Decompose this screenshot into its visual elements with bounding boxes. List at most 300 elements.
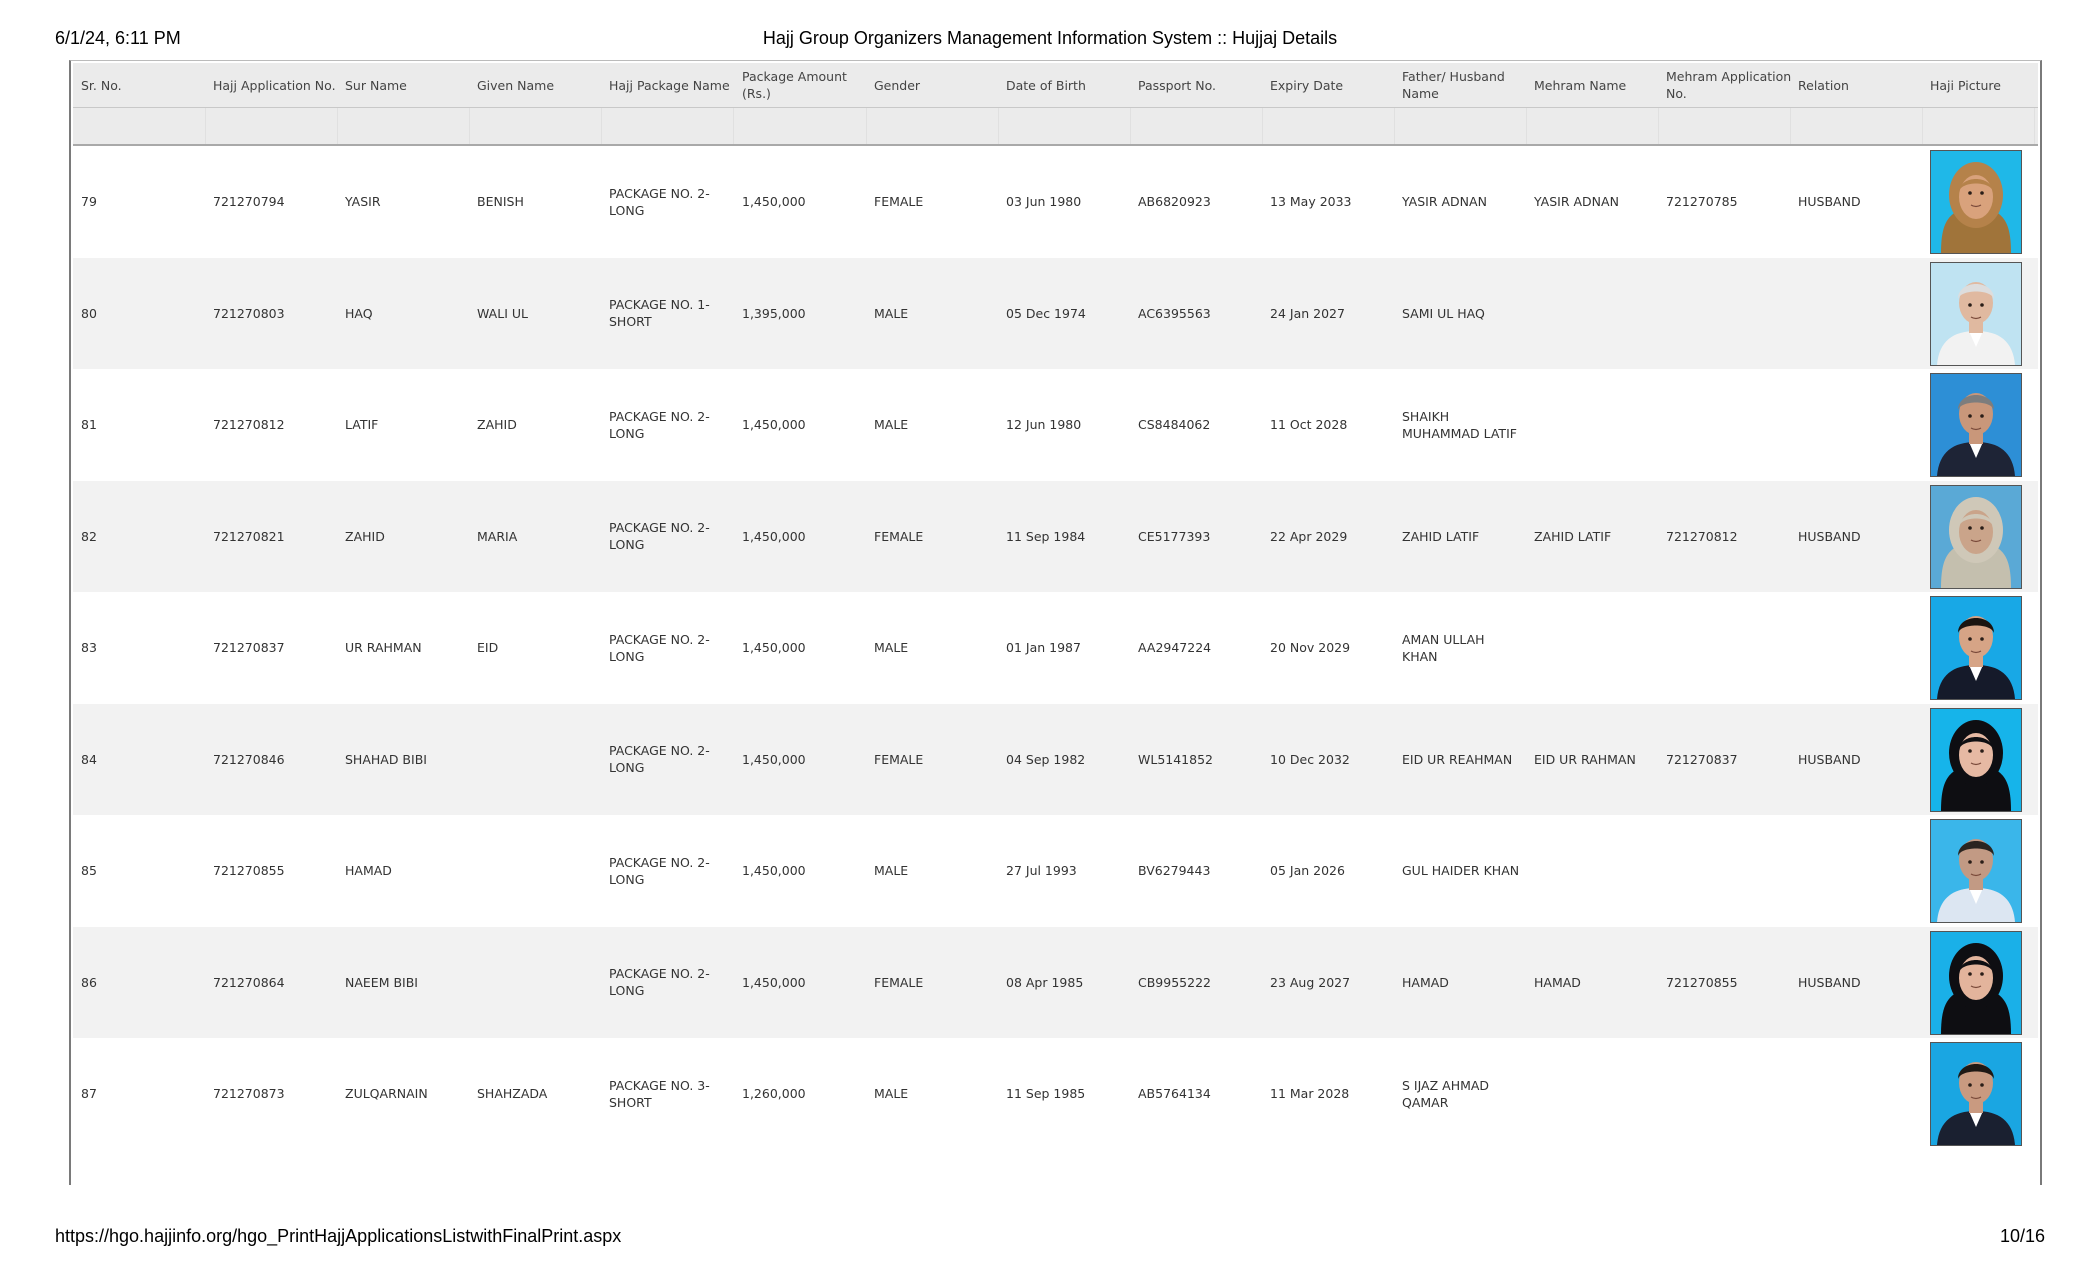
- cell-amount: [742, 258, 862, 370]
- cell-surname: [345, 704, 465, 816]
- cell-text: S IJAZ AHMAD QAMAR: [1402, 1077, 1490, 1110]
- cell-passport: [1138, 146, 1258, 258]
- cell-text: MALE: [874, 417, 909, 433]
- cell-package: [609, 592, 729, 704]
- cell-sr-no: [81, 1038, 201, 1150]
- table-row: [73, 592, 2038, 704]
- cell-text: 24 Jan 2027: [1270, 305, 1345, 321]
- cell-passport: [1138, 704, 1258, 816]
- cell-text: 10 Dec 2032: [1270, 751, 1350, 767]
- table-row: [73, 369, 2038, 481]
- column-header-package: [609, 63, 737, 107]
- cell-sr-no: [81, 704, 201, 816]
- cell-surname: [345, 927, 465, 1039]
- cell-given: [477, 1038, 597, 1150]
- cell-text: 721270855: [1666, 974, 1738, 990]
- cell-dob: [1006, 592, 1126, 704]
- table-row: [73, 927, 2038, 1039]
- cell-dob: [1006, 1038, 1126, 1150]
- cell-text: 08 Apr 1985: [1006, 974, 1084, 990]
- cell-gender: [874, 1038, 994, 1150]
- cell-expiry: [1270, 815, 1390, 927]
- cell-app-no: [213, 369, 333, 481]
- cell-expiry: [1270, 592, 1390, 704]
- cell-relation: [1798, 481, 1918, 593]
- cell-text: 721270873: [213, 1086, 285, 1102]
- cell-mehram: [1534, 258, 1654, 370]
- haji-picture: [1930, 596, 2022, 700]
- filter-cell-given: [469, 108, 602, 144]
- cell-dob: [1006, 258, 1126, 370]
- cell-app-no: [213, 927, 333, 1039]
- cell-text: HAMAD: [345, 863, 392, 879]
- column-header-mehram-app: [1666, 63, 1794, 107]
- cell-text: 1,450,000: [742, 194, 806, 210]
- cell-text: 721270864: [213, 974, 285, 990]
- cell-text: FEMALE: [874, 528, 924, 544]
- cell-text: YASIR ADNAN: [1534, 194, 1619, 210]
- column-header-label: Haji Picture: [1930, 77, 2001, 93]
- haji-picture: [1930, 708, 2022, 812]
- column-header-label: Date of Birth: [1006, 77, 1086, 93]
- cell-text: SHAHZADA: [477, 1086, 548, 1102]
- table-row: [73, 146, 2038, 258]
- column-header-father: [1402, 63, 1530, 107]
- cell-package: [609, 704, 729, 816]
- cell-text: BV6279443: [1138, 863, 1211, 879]
- cell-expiry: [1270, 258, 1390, 370]
- cell-text: WALI UL: [477, 305, 528, 321]
- cell-text: 721270846: [213, 751, 285, 767]
- column-header-relation: [1798, 63, 1926, 107]
- cell-text: 721270821: [213, 528, 285, 544]
- cell-text: HUSBAND: [1798, 194, 1861, 210]
- cell-text: MALE: [874, 863, 909, 879]
- cell-father: [1402, 146, 1522, 258]
- cell-relation: [1798, 815, 1918, 927]
- page-number: 10/16: [1999, 1226, 2045, 1246]
- cell-text: PACKAGE NO. 1-SHORT: [609, 297, 710, 330]
- cell-text: NAEEM BIBI: [345, 974, 418, 990]
- table-filter-row: [73, 108, 2038, 146]
- column-header-mehram: [1534, 63, 1662, 107]
- cell-app-no: [213, 258, 333, 370]
- cell-text: AC6395563: [1138, 305, 1211, 321]
- cell-text: HUSBAND: [1798, 974, 1861, 990]
- cell-text: 1,450,000: [742, 528, 806, 544]
- cell-text: 01 Jan 1987: [1006, 640, 1081, 656]
- cell-expiry: [1270, 704, 1390, 816]
- filter-cell-amount: [734, 108, 867, 144]
- cell-amount: [742, 815, 862, 927]
- cell-mehram-app: [1666, 815, 1786, 927]
- cell-text: AB6820923: [1138, 194, 1211, 210]
- cell-amount: [742, 146, 862, 258]
- filter-cell-expiry: [1262, 108, 1395, 144]
- cell-gender: [874, 927, 994, 1039]
- cell-sr-no: [81, 592, 201, 704]
- page-url: https://hgo.hajjinfo.org/hgo_PrintHajjApplicationsListwithFinalPrint.aspx: [55, 1226, 622, 1246]
- cell-gender: [874, 592, 994, 704]
- column-header-app-no: [213, 63, 341, 107]
- cell-text: 20 Nov 2029: [1270, 640, 1351, 656]
- cell-text: 23 Aug 2027: [1270, 974, 1351, 990]
- column-header-gender: [874, 63, 1002, 107]
- cell-text: 27 Jul 1993: [1006, 863, 1077, 879]
- haji-picture: [1930, 262, 2022, 366]
- cell-text: 1,450,000: [742, 751, 806, 767]
- column-header-label: Relation: [1798, 77, 1849, 93]
- column-header-label: Package Amount (Rs.): [742, 69, 847, 101]
- cell-text: PACKAGE NO. 2-LONG: [609, 854, 710, 887]
- cell-text: 1,450,000: [742, 640, 806, 656]
- cell-text: BENISH: [477, 194, 524, 210]
- cell-text: 721270812: [213, 417, 285, 433]
- filter-cell-relation: [1790, 108, 1923, 144]
- cell-mehram: [1534, 369, 1654, 481]
- cell-sr-no: [81, 815, 201, 927]
- filter-cell-surname: [337, 108, 470, 144]
- cell-package: [609, 369, 729, 481]
- cell-text: 1,450,000: [742, 863, 806, 879]
- cell-text: 11 Sep 1985: [1006, 1086, 1086, 1102]
- cell-gender: [874, 815, 994, 927]
- cell-surname: [345, 258, 465, 370]
- cell-mehram: [1534, 1038, 1654, 1150]
- column-header-label: Father/ Husband Name: [1402, 69, 1505, 101]
- cell-text: PACKAGE NO. 2-LONG: [609, 631, 710, 664]
- column-header-passport: [1138, 63, 1266, 107]
- cell-text: PACKAGE NO. 2-LONG: [609, 185, 710, 218]
- table-row: [73, 258, 2038, 370]
- haji-picture: [1930, 819, 2022, 923]
- table-row: [73, 704, 2038, 816]
- filter-cell-father: [1394, 108, 1527, 144]
- cell-text: ZAHID LATIF: [1402, 528, 1480, 544]
- cell-text: UR RAHMAN: [345, 640, 422, 656]
- column-header-dob: [1006, 63, 1134, 107]
- cell-text: MALE: [874, 305, 909, 321]
- cell-text: 721270855: [213, 863, 285, 879]
- cell-surname: [345, 369, 465, 481]
- cell-text: ZAHID LATIF: [1534, 528, 1612, 544]
- cell-text: 05 Jan 2026: [1270, 863, 1345, 879]
- cell-father: [1402, 815, 1522, 927]
- cell-text: 1,395,000: [742, 305, 806, 321]
- cell-expiry: [1270, 146, 1390, 258]
- cell-text: MARIA: [477, 528, 518, 544]
- cell-text: EID: [477, 640, 499, 656]
- cell-text: PACKAGE NO. 3-SHORT: [609, 1077, 710, 1110]
- filter-cell-package: [601, 108, 734, 144]
- cell-expiry: [1270, 1038, 1390, 1150]
- cell-passport: [1138, 258, 1258, 370]
- haji-picture: [1930, 485, 2022, 589]
- cell-text: 85: [81, 863, 97, 879]
- cell-text: EID UR REAHMAN: [1402, 751, 1513, 767]
- cell-amount: [742, 592, 862, 704]
- cell-mehram-app: [1666, 704, 1786, 816]
- table-row: [73, 815, 2038, 927]
- filter-cell-picture: [1922, 108, 2035, 144]
- cell-given: [477, 258, 597, 370]
- cell-text: 721270803: [213, 305, 285, 321]
- cell-app-no: [213, 704, 333, 816]
- column-header-label: Gender: [874, 77, 921, 93]
- cell-text: YASIR: [345, 194, 381, 210]
- cell-text: CS8484062: [1138, 417, 1211, 433]
- cell-mehram: [1534, 704, 1654, 816]
- cell-text: 721270794: [213, 194, 285, 210]
- column-header-amount: [742, 63, 870, 107]
- cell-text: 721270837: [213, 640, 285, 656]
- haji-picture: [1930, 931, 2022, 1035]
- cell-relation: [1798, 369, 1918, 481]
- cell-passport: [1138, 369, 1258, 481]
- cell-dob: [1006, 927, 1126, 1039]
- cell-surname: [345, 481, 465, 593]
- column-header-expiry: [1270, 63, 1398, 107]
- cell-mehram-app: [1666, 481, 1786, 593]
- cell-amount: [742, 927, 862, 1039]
- column-header-label: Passport No.: [1138, 77, 1217, 93]
- cell-mehram-app: [1666, 592, 1786, 704]
- filter-cell-passport: [1130, 108, 1263, 144]
- cell-dob: [1006, 815, 1126, 927]
- cell-passport: [1138, 927, 1258, 1039]
- cell-relation: [1798, 704, 1918, 816]
- cell-relation: [1798, 146, 1918, 258]
- haji-picture: [1930, 373, 2022, 477]
- cell-text: 81: [81, 417, 97, 433]
- cell-expiry: [1270, 927, 1390, 1039]
- cell-text: 03 Jun 1980: [1006, 194, 1082, 210]
- cell-passport: [1138, 1038, 1258, 1150]
- cell-given: [477, 592, 597, 704]
- column-header-surname: [345, 63, 473, 107]
- cell-text: 84: [81, 751, 97, 767]
- column-header-label: Sur Name: [345, 77, 407, 93]
- cell-mehram: [1534, 927, 1654, 1039]
- cell-package: [609, 815, 729, 927]
- cell-father: [1402, 258, 1522, 370]
- cell-text: AA2947224: [1138, 640, 1212, 656]
- cell-text: HAQ: [345, 305, 373, 321]
- cell-text: 721270785: [1666, 194, 1738, 210]
- cell-text: 11 Sep 1984: [1006, 528, 1086, 544]
- cell-text: FEMALE: [874, 751, 924, 767]
- cell-relation: [1798, 258, 1918, 370]
- cell-text: SAMI UL HAQ: [1402, 305, 1485, 321]
- cell-text: FEMALE: [874, 194, 924, 210]
- column-header-label: Mehram Name: [1534, 77, 1627, 93]
- cell-text: LATIF: [345, 417, 379, 433]
- cell-father: [1402, 481, 1522, 593]
- cell-mehram: [1534, 481, 1654, 593]
- column-header-label: Mehram Application No.: [1666, 69, 1792, 101]
- column-header-label: Given Name: [477, 77, 555, 93]
- cell-text: 1,450,000: [742, 974, 806, 990]
- column-header-sr-no: [81, 63, 209, 107]
- cell-package: [609, 146, 729, 258]
- cell-text: HAMAD: [1402, 974, 1449, 990]
- cell-gender: [874, 481, 994, 593]
- cell-gender: [874, 146, 994, 258]
- hujjaj-table: [69, 60, 2042, 1185]
- column-header-label: Hajj Package Name: [609, 77, 730, 93]
- cell-app-no: [213, 146, 333, 258]
- cell-text: WL5141852: [1138, 751, 1213, 767]
- cell-father: [1402, 1038, 1522, 1150]
- cell-expiry: [1270, 369, 1390, 481]
- cell-surname: [345, 1038, 465, 1150]
- cell-text: HUSBAND: [1798, 751, 1861, 767]
- cell-father: [1402, 704, 1522, 816]
- cell-text: YASIR ADNAN: [1402, 194, 1487, 210]
- cell-sr-no: [81, 369, 201, 481]
- cell-text: 04 Sep 1982: [1006, 751, 1086, 767]
- page-title: Hajj Group Organizers Management Information System :: Hujjaj Details: [762, 28, 1338, 48]
- cell-sr-no: [81, 481, 201, 593]
- print-footer: [55, 1226, 2045, 1250]
- filter-cell-sr-no: [73, 108, 206, 144]
- cell-text: 721270812: [1666, 528, 1738, 544]
- cell-dob: [1006, 146, 1126, 258]
- cell-text: 1,450,000: [742, 417, 806, 433]
- cell-package: [609, 258, 729, 370]
- cell-text: HAMAD: [1534, 974, 1581, 990]
- cell-surname: [345, 815, 465, 927]
- cell-app-no: [213, 481, 333, 593]
- cell-text: SHAHAD BIBI: [345, 751, 427, 767]
- filter-cell-dob: [998, 108, 1131, 144]
- cell-gender: [874, 258, 994, 370]
- table-row: [73, 1038, 2038, 1150]
- cell-text: ZAHID: [477, 417, 517, 433]
- cell-amount: [742, 369, 862, 481]
- cell-text: 22 Apr 2029: [1270, 528, 1348, 544]
- cell-package: [609, 1038, 729, 1150]
- cell-text: 86: [81, 974, 97, 990]
- column-header-picture: [1930, 63, 2038, 107]
- cell-text: 80: [81, 305, 97, 321]
- cell-text: SHAIKH MUHAMMAD LATIF: [1402, 408, 1517, 441]
- cell-app-no: [213, 815, 333, 927]
- table-header-row: [73, 63, 2038, 108]
- cell-given: [477, 704, 597, 816]
- cell-text: ZAHID: [345, 528, 385, 544]
- cell-passport: [1138, 592, 1258, 704]
- cell-amount: [742, 481, 862, 593]
- cell-given: [477, 369, 597, 481]
- cell-relation: [1798, 592, 1918, 704]
- cell-text: HUSBAND: [1798, 528, 1861, 544]
- cell-text: 13 May 2033: [1270, 194, 1352, 210]
- cell-mehram-app: [1666, 146, 1786, 258]
- cell-amount: [742, 1038, 862, 1150]
- cell-text: 12 Jun 1980: [1006, 417, 1082, 433]
- filter-cell-mehram: [1526, 108, 1659, 144]
- cell-mehram-app: [1666, 369, 1786, 481]
- cell-text: 1,260,000: [742, 1086, 806, 1102]
- cell-text: 79: [81, 194, 97, 210]
- cell-text: AB5764134: [1138, 1086, 1211, 1102]
- cell-text: ZULQARNAIN: [345, 1086, 428, 1102]
- filter-cell-app-no: [205, 108, 338, 144]
- column-header-label: Hajj Application No.: [213, 77, 336, 93]
- cell-father: [1402, 927, 1522, 1039]
- cell-amount: [742, 704, 862, 816]
- cell-relation: [1798, 927, 1918, 1039]
- cell-text: 05 Dec 1974: [1006, 305, 1086, 321]
- cell-text: 11 Oct 2028: [1270, 417, 1348, 433]
- filter-cell-gender: [866, 108, 999, 144]
- cell-dob: [1006, 481, 1126, 593]
- cell-text: PACKAGE NO. 2-LONG: [609, 743, 710, 776]
- cell-mehram-app: [1666, 1038, 1786, 1150]
- cell-text: GUL HAIDER KHAN: [1402, 863, 1520, 879]
- cell-text: PACKAGE NO. 2-LONG: [609, 408, 710, 441]
- cell-mehram-app: [1666, 258, 1786, 370]
- haji-picture: [1930, 1042, 2022, 1146]
- cell-text: 11 Mar 2028: [1270, 1086, 1350, 1102]
- cell-text: AMAN ULLAH KHAN: [1402, 631, 1485, 664]
- cell-given: [477, 146, 597, 258]
- cell-text: FEMALE: [874, 974, 924, 990]
- cell-text: 83: [81, 640, 97, 656]
- cell-text: 87: [81, 1086, 97, 1102]
- cell-text: MALE: [874, 1086, 909, 1102]
- cell-app-no: [213, 592, 333, 704]
- cell-gender: [874, 369, 994, 481]
- cell-mehram: [1534, 146, 1654, 258]
- cell-expiry: [1270, 481, 1390, 593]
- cell-sr-no: [81, 258, 201, 370]
- cell-father: [1402, 369, 1522, 481]
- cell-text: EID UR RAHMAN: [1534, 751, 1636, 767]
- cell-surname: [345, 592, 465, 704]
- cell-given: [477, 927, 597, 1039]
- column-header-label: Expiry Date: [1270, 77, 1344, 93]
- cell-sr-no: [81, 927, 201, 1039]
- print-header: [55, 28, 2045, 52]
- cell-passport: [1138, 815, 1258, 927]
- cell-text: CB9955222: [1138, 974, 1211, 990]
- cell-text: PACKAGE NO. 2-LONG: [609, 966, 710, 999]
- cell-text: CE5177393: [1138, 528, 1211, 544]
- cell-sr-no: [81, 146, 201, 258]
- cell-package: [609, 927, 729, 1039]
- cell-text: 82: [81, 528, 97, 544]
- cell-father: [1402, 592, 1522, 704]
- cell-text: PACKAGE NO. 2-LONG: [609, 520, 710, 553]
- cell-text: 721270837: [1666, 751, 1738, 767]
- cell-app-no: [213, 1038, 333, 1150]
- cell-dob: [1006, 369, 1126, 481]
- print-datetime: 6/1/24, 6:11 PM: [55, 28, 181, 48]
- cell-dob: [1006, 704, 1126, 816]
- cell-surname: [345, 146, 465, 258]
- cell-package: [609, 481, 729, 593]
- cell-given: [477, 481, 597, 593]
- column-header-label: Sr. No.: [81, 77, 122, 93]
- cell-relation: [1798, 1038, 1918, 1150]
- cell-mehram-app: [1666, 927, 1786, 1039]
- column-header-given: [477, 63, 605, 107]
- table-row: [73, 481, 2038, 593]
- haji-picture: [1930, 150, 2022, 254]
- cell-given: [477, 815, 597, 927]
